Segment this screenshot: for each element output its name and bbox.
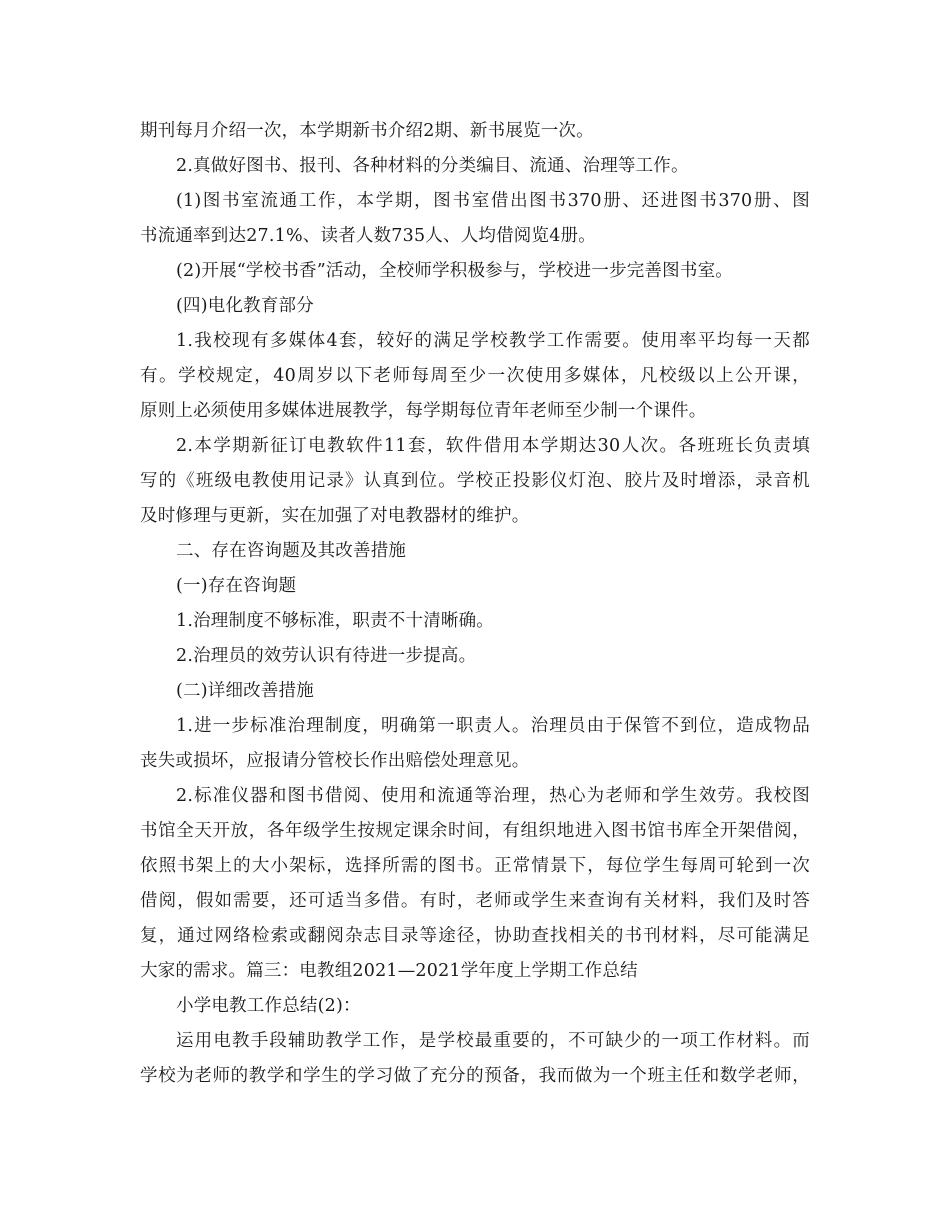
section-heading: (二)详细改善措施 — [176, 681, 314, 701]
text-line: 2.标准仪器和图书借阅、使用和流通等治理，热心为老师和学生效劳。我校图 — [176, 786, 810, 806]
text-line: 及时修理与更新，实在加强了对电教器材的维护。 — [140, 506, 530, 526]
text-line: 复，通过网络检索或翻阅杂志目录等途径，协助查找相关的书刊材料，尽可能满足 — [140, 926, 810, 946]
section-heading: 二、存在咨询题及其改善措施 — [176, 541, 407, 561]
text-line: 2.治理员的效劳认识有待进一步提高。 — [176, 646, 477, 666]
text-line: 大家的需求。篇三：电教组2021—2021学年度上学期工作总结 — [140, 961, 638, 981]
text-line: 书馆全天开放，各年级学生按规定课余时间，有组织地进入图书馆书库全开架借阅， — [140, 821, 810, 841]
text-line: 1.治理制度不够标准，职责不十清晰确。 — [176, 611, 494, 631]
text-line: 有。学校规定，40周岁以下老师每周至少一次使用多媒体，凡校级以上公开课， — [140, 366, 810, 386]
section-heading: (四)电化教育部分 — [176, 296, 314, 316]
text-line: 1.我校现有多媒体4套，较好的满足学校教学工作需要。使用率平均每一天都 — [176, 331, 810, 351]
text-line: 原则上必须使用多媒体进展教学，每学期每位青年老师至少制一个课件。 — [140, 401, 707, 421]
text-line: 写的《班级电教使用记录》认真到位。学校正投影仪灯泡、胶片及时增添，录音机 — [140, 471, 810, 491]
text-line: 期刊每月介绍一次，本学期新书介绍2期、新书展览一次。 — [140, 121, 594, 141]
text-line: 学校为老师的教学和学生的学习做了充分的预备，我而做为一个班主任和数学老师， — [140, 1066, 810, 1086]
text-line: 依照书架上的大小架标，选择所需的图书。正常情景下，每位学生每周可轮到一次 — [140, 856, 810, 876]
text-line: 丧失或损坏，应报请分管校长作出赔偿处理意见。 — [140, 751, 530, 771]
text-line: 书流通率到达27.1%、读者人数735人、人均借阅览4册。 — [140, 226, 596, 246]
text-line: 小学电教工作总结(2)： — [176, 996, 361, 1016]
text-line: 借阅，假如需要，还可适当多借。有时，老师或学生来查询有关材料，我们及时答 — [140, 891, 810, 911]
section-heading: (一)存在咨询题 — [176, 576, 297, 596]
text-line: 1.进一步标准治理制度，明确第一职责人。治理员由于保管不到位，造成物品 — [176, 716, 810, 736]
text-line: (2)开展“学校书香”活动，全校师学积极参与，学校进一步完善图书室。 — [176, 261, 733, 281]
text-line: (1)图书室流通工作，本学期，图书室借出图书370册、还进图书370册、图 — [176, 191, 810, 211]
text-line: 2.真做好图书、报刊、各种材料的分类编目、流通、治理等工作。 — [176, 156, 689, 176]
text-line: 2.本学期新征订电教软件11套，软件借用本学期达30人次。各班班长负责填 — [176, 436, 810, 456]
text-line: 运用电教手段辅助教学工作，是学校最重要的，不可缺少的一项工作材料。而 — [176, 1031, 810, 1051]
